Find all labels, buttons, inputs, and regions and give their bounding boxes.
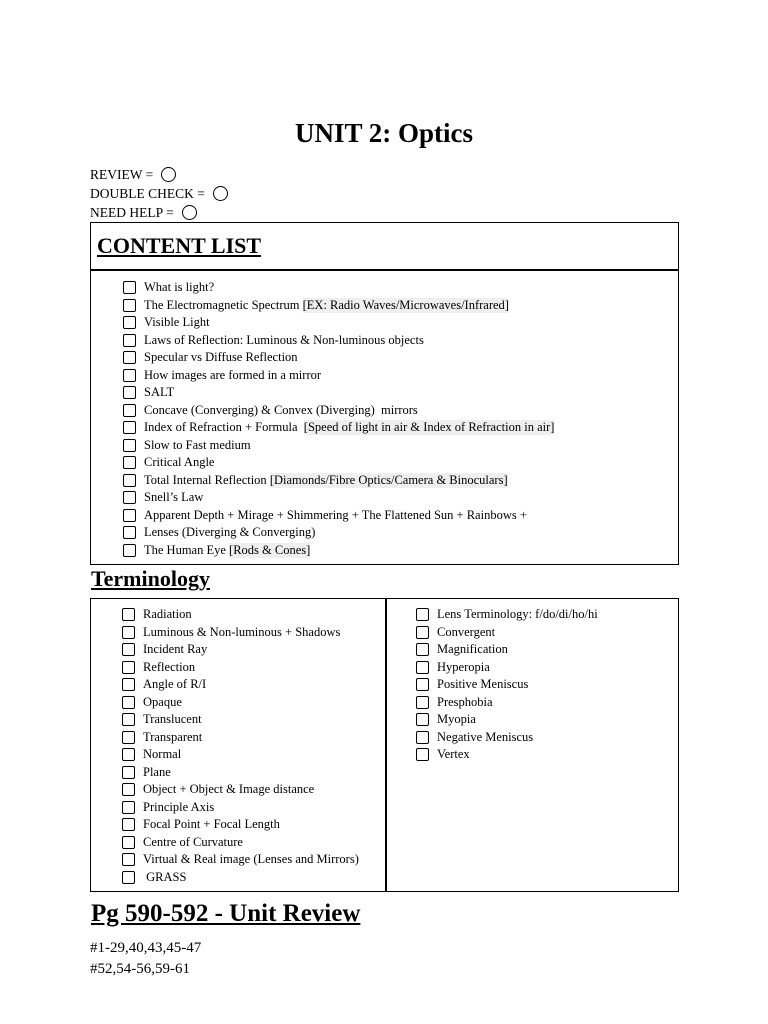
- terminology-left-list: [122, 606, 359, 886]
- legend-double-check: [90, 184, 228, 203]
- checkbox-icon[interactable]: [122, 696, 135, 709]
- checkbox-icon[interactable]: [123, 386, 136, 399]
- item-label: Convergent: [437, 624, 496, 639]
- checkbox-icon[interactable]: [123, 456, 136, 469]
- terminology-item: [122, 781, 359, 799]
- content-list-item: [123, 402, 678, 420]
- item-label: Angle of R/I: [143, 677, 207, 692]
- unit-review-lines: [90, 938, 201, 980]
- content-list-box: [90, 222, 679, 565]
- item-label: Radiation: [143, 607, 192, 622]
- unit-review-line: #52,54-56,59-61: [90, 961, 190, 977]
- checkbox-icon[interactable]: [416, 731, 429, 744]
- item-label: Virtual & Real image (Lenses and Mirrors): [143, 852, 359, 867]
- unit-review-line: #1-29,40,43,45-47: [90, 940, 202, 956]
- checkbox-icon[interactable]: [123, 544, 136, 557]
- checkbox-icon[interactable]: [416, 661, 429, 674]
- item-label: Lens Terminology: f/do/di/ho/hi: [437, 607, 598, 622]
- checkbox-icon[interactable]: [123, 316, 136, 329]
- content-list-item: [123, 384, 678, 402]
- terminology-item: [416, 624, 598, 642]
- terminology-box: [90, 598, 679, 892]
- item-label: The Electromagnetic Spectrum: [144, 297, 303, 312]
- checkbox-icon[interactable]: [122, 713, 135, 726]
- checkbox-icon[interactable]: [122, 766, 135, 779]
- terminology-item: [122, 869, 359, 887]
- legend-review-label: REVIEW =: [90, 167, 154, 182]
- content-list-item: [123, 349, 678, 367]
- checkbox-icon[interactable]: [122, 853, 135, 866]
- checkbox-icon[interactable]: [122, 801, 135, 814]
- checkbox-icon[interactable]: [122, 626, 135, 639]
- checkbox-icon[interactable]: [416, 626, 429, 639]
- item-label: What is light?: [144, 280, 215, 295]
- terminology-item: [122, 659, 359, 677]
- item-label: Index of Refraction + Formula: [144, 420, 304, 435]
- item-label: Translucent: [143, 712, 202, 727]
- content-list-item: [123, 297, 678, 315]
- checkbox-icon[interactable]: [416, 678, 429, 691]
- item-label: Specular vs Diffuse Reflection: [144, 350, 298, 365]
- content-list-header: [91, 223, 678, 271]
- item-label: Normal: [143, 747, 182, 762]
- legend: [90, 165, 228, 222]
- terminology-item: [122, 711, 359, 729]
- terminology-item: [122, 816, 359, 834]
- terminology-item: [122, 624, 359, 642]
- item-label: Slow to Fast medium: [144, 437, 251, 452]
- page-title: UNIT 2: Optics: [294, 118, 474, 148]
- item-label: Critical Angle: [144, 455, 215, 470]
- item-note: [EX: Radio Waves/Microwaves/Infrared]: [302, 297, 509, 312]
- item-label: Focal Point + Focal Length: [143, 817, 280, 832]
- content-list-item: [123, 489, 678, 507]
- checkbox-icon[interactable]: [122, 608, 135, 621]
- checkbox-icon[interactable]: [122, 871, 135, 884]
- item-label: Apparent Depth + Mirage + Shimmering + The Flattened Sun + Rainbows +: [144, 507, 527, 522]
- item-label: Negative Meniscus: [437, 729, 534, 744]
- item-note: [Diamonds/Fibre Optics/Camera & Binoculars]: [269, 472, 508, 487]
- checkbox-icon[interactable]: [123, 351, 136, 364]
- checkbox-icon[interactable]: [123, 491, 136, 504]
- checkbox-icon[interactable]: [122, 783, 135, 796]
- review-circle-icon: [161, 167, 176, 182]
- content-list-item: [123, 542, 678, 560]
- legend-need-help-label: NEED HELP =: [90, 205, 174, 220]
- terminology-item: [416, 606, 598, 624]
- item-label: Transparent: [143, 729, 203, 744]
- item-label: Total Internal Reflection: [144, 472, 270, 487]
- checkbox-icon[interactable]: [416, 713, 429, 726]
- checkbox-icon[interactable]: [123, 281, 136, 294]
- item-label: Opaque: [143, 694, 182, 709]
- checkbox-icon[interactable]: [122, 836, 135, 849]
- terminology-right-list: [416, 606, 598, 764]
- content-list-item: [123, 437, 678, 455]
- content-list-item: [123, 472, 678, 490]
- item-label: Concave (Converging) & Convex (Diverging) mirrors: [144, 402, 418, 417]
- checkbox-icon[interactable]: [416, 696, 429, 709]
- item-label: Hyperopia: [437, 659, 490, 674]
- item-label: Magnification: [437, 642, 508, 657]
- checkbox-icon[interactable]: [123, 369, 136, 382]
- terminology-item: [122, 676, 359, 694]
- content-list: [91, 271, 678, 559]
- terminology-item: [122, 641, 359, 659]
- item-label: Lenses (Diverging & Converging): [144, 525, 316, 540]
- column-divider: [385, 599, 387, 891]
- checkbox-icon[interactable]: [122, 643, 135, 656]
- terminology-item: [122, 834, 359, 852]
- item-label: Principle Axis: [143, 799, 215, 814]
- terminology-item: [122, 799, 359, 817]
- item-label: GRASS: [143, 869, 187, 884]
- item-note: [Rods & Cones]: [229, 542, 311, 557]
- terminology-item: [416, 711, 598, 729]
- checkbox-icon[interactable]: [416, 748, 429, 761]
- content-list-heading: CONTENT LIST: [97, 233, 262, 258]
- item-label: Myopia: [437, 712, 476, 727]
- terminology-item: [122, 729, 359, 747]
- checkbox-icon[interactable]: [122, 678, 135, 691]
- item-note: [Speed of light in air & Index of Refraction in air]: [303, 420, 555, 435]
- checkbox-icon[interactable]: [123, 474, 136, 487]
- checkbox-icon[interactable]: [123, 404, 136, 417]
- item-label: Incident Ray: [143, 642, 208, 657]
- item-label: Reflection: [143, 659, 196, 674]
- checkbox-icon[interactable]: [122, 748, 135, 761]
- need-help-circle-icon: [182, 205, 197, 220]
- content-list-item: [123, 367, 678, 385]
- terminology-item: [122, 694, 359, 712]
- checkbox-icon[interactable]: [123, 439, 136, 452]
- content-list-item: [123, 419, 678, 437]
- content-list-item: [123, 332, 678, 350]
- terminology-item: [122, 606, 359, 624]
- legend-need-help: [90, 203, 228, 222]
- terminology-item: [122, 851, 359, 869]
- item-label: Positive Meniscus: [437, 677, 529, 692]
- unit-review-heading: Pg 590-592 - Unit Review: [91, 900, 361, 927]
- double-check-circle-icon: [213, 186, 228, 201]
- checkbox-icon[interactable]: [122, 731, 135, 744]
- legend-double-check-label: DOUBLE CHECK =: [90, 186, 205, 201]
- terminology-item: [416, 746, 598, 764]
- item-label: Object + Object & Image distance: [143, 782, 315, 797]
- checkbox-icon[interactable]: [416, 608, 429, 621]
- content-list-item: [123, 314, 678, 332]
- item-label: Visible Light: [144, 315, 210, 330]
- item-label: The Human Eye: [144, 542, 230, 557]
- terminology-item: [416, 676, 598, 694]
- legend-review: [90, 165, 228, 184]
- terminology-item: [416, 729, 598, 747]
- content-list-item: [123, 454, 678, 472]
- item-label: Presphobia: [437, 694, 493, 709]
- item-label: Luminous & Non-luminous + Shadows: [143, 624, 341, 639]
- terminology-item: [416, 694, 598, 712]
- item-label: How images are formed in a mirror: [144, 367, 322, 382]
- checkbox-icon[interactable]: [123, 334, 136, 347]
- terminology-item: [416, 641, 598, 659]
- terminology-item: [416, 659, 598, 677]
- item-label: SALT: [144, 385, 175, 400]
- item-label: Vertex: [437, 747, 470, 762]
- terminology-item: [122, 746, 359, 764]
- item-label: Plane: [143, 764, 171, 779]
- terminology-heading: Terminology: [91, 566, 210, 591]
- item-label: Laws of Reflection: Luminous & Non-luminous objects: [144, 332, 424, 347]
- item-label: Centre of Curvature: [143, 834, 243, 849]
- checkbox-icon[interactable]: [416, 643, 429, 656]
- terminology-item: [122, 764, 359, 782]
- checkbox-icon[interactable]: [122, 818, 135, 831]
- content-list-item: [123, 507, 678, 525]
- item-label: Snell’s Law: [144, 490, 204, 505]
- content-list-item: [123, 279, 678, 297]
- checkbox-icon[interactable]: [123, 299, 136, 312]
- content-list-item: [123, 524, 678, 542]
- checkbox-icon[interactable]: [123, 526, 136, 539]
- checkbox-icon[interactable]: [123, 421, 136, 434]
- checkbox-icon[interactable]: [122, 661, 135, 674]
- checkbox-icon[interactable]: [123, 509, 136, 522]
